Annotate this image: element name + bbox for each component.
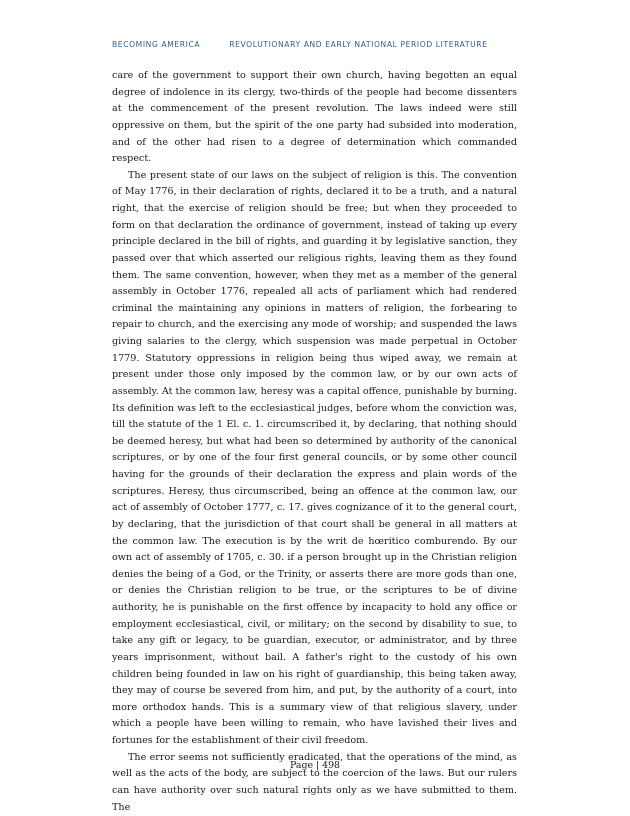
page-number: Page | 498 (289, 760, 341, 771)
body-text (112, 68, 517, 816)
section-title: REVOLUTIONARY AND EARLY NATIONAL PERIOD LITERATURE (229, 40, 488, 49)
running-header (112, 40, 532, 49)
paragraph-religion-laws: The present state of our laws on the subject of religion is this. The convention of May 1776, in their declaration of rights, declared it to be a truth, and a natural right, that the exercise of religion should be free; but when they proceeded to form on that declaration the ordinance of government, instead of taking up every principle declared in the bill of rights, and guarding it by legislative sanction, they passed over that which asserted our religious rights, leaving them as they found them. The same convention, however, when they met as a member of the general assembly in October 1776, repealed all acts of parliament which had rendered criminal the maintaining any opinions in matters of religion, the forbearing to repair to church, and the exercising any mode of worship; and suspended the laws giving salaries to the clergy, which suspension was made perpetual in October 1779. Statutory oppressions in religion being thus wiped away, we remain at present under those only imposed by the common law, or by our own acts of assembly. At the common law, heresy was a capital offence, punishable by burning. Its definition was left to the ecclesiastical judges, before whom the conviction was, till the statute of the 1 El. c. 1. circumscribed it, by declaring, that nothing should be deemed heresy, but what had been so determined by authority of the canonical scriptures, or by one of the four first general councils, or by some other council having for the grounds of their declaration the express and plain words of the scriptures. Heresy, thus circumscribed, being an offence at the common law, our act of assembly of October 1777, c. 17. gives cognizance of it to the general court, by declaring, that the jurisdiction of that court shall be general in all matters at the common law. The execution is by the writ de hœritico comburendo. By our own act of assembly of 1705, c. 30. if a person brought up in the Christian religion denies the being of a God, or the Trinity, or asserts there are more gods than one, or denies the Christian religion to be true, or the scriptures to be of divine authority, he is punishable on the first offence by incapacity to hold any office or employment ecclesiastical, civil, or military; on the second by disability to sue, to take any gift or legacy, to be guardian, executor, or administrator, and by three years imprisonment, without bail. A father's right to the custody of his own children being founded in law on his right of guardianship, this being taken away, they may of course be severed from him, and put, by the authority of a court, into more orthodox hands. This is a summary view of that religious slavery, under which a people have been willing to remain, who have lavished their lives and fortunes for the establishment of their civil freedom. (112, 169, 517, 746)
series-title: BECOMING AMERICA (112, 40, 201, 49)
paragraph-continued: care of the government to support their own church, having begotten an equal degree of indolence in its clergy, two-thirds of the people had become dissenters at the commencement of the present revolution. The laws indeed were still oppressive on them, but the spirit of the one party had subsided into moderation, and of the other had risen to a degree of determination which commanded respect. (112, 70, 517, 165)
paragraph-error-eradicated: The error seems not sufficiently eradicated, that the operations of the mind, as well as the acts of the body, are subject to the coercion of the laws. But our rulers can have authority over such natural rights only as we have submitted to them. The (112, 751, 517, 813)
